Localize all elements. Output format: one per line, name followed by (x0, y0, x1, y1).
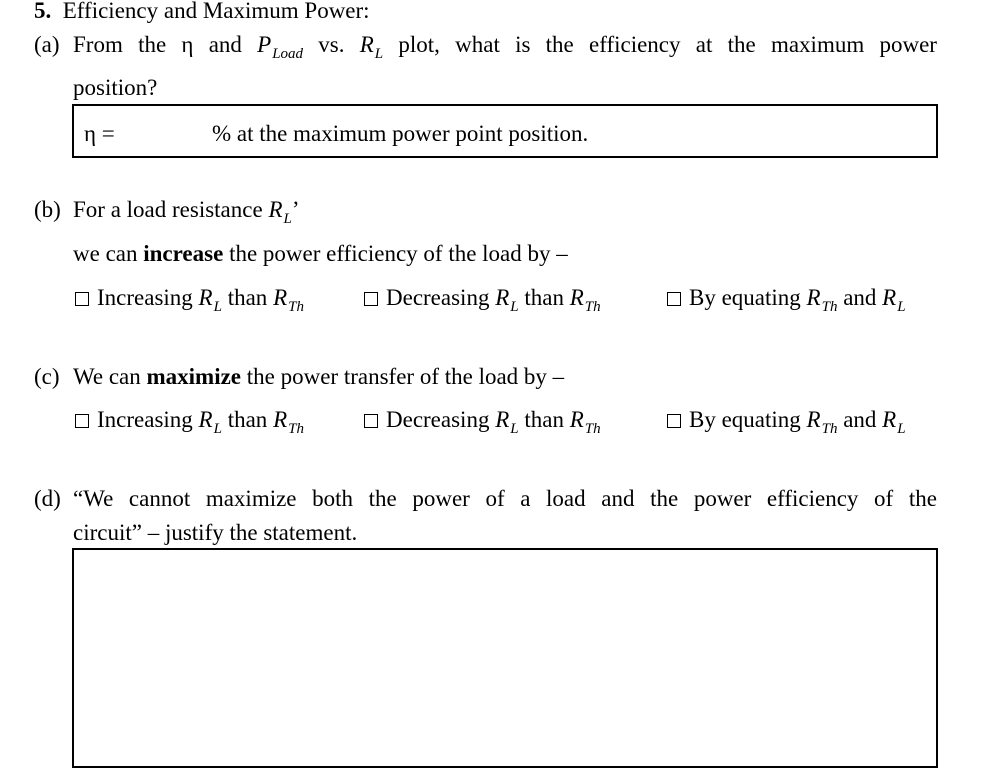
justification-answer-box[interactable] (72, 548, 938, 768)
part-b-line2: we can increase the power efficiency of the load by – (73, 241, 568, 266)
efficiency-box-text: % at the maximum power point position. (212, 121, 589, 146)
part-b-option-equate[interactable]: By equating $R_{Th}$ and $R_L$ (667, 285, 906, 311)
part-d-question-line2: circuit” – justify the statement. (73, 520, 358, 545)
checkbox-icon[interactable] (364, 292, 378, 306)
part-a-question-line2: position? (73, 75, 158, 100)
eta-label: η = (84, 121, 115, 146)
part-c-option-increase[interactable]: Increasing $R_L$ than $R_{Th}$ (75, 407, 304, 433)
part-b-option-increase[interactable]: Increasing $R_L$ than $R_{Th}$ (75, 285, 304, 311)
checkbox-icon[interactable] (667, 292, 681, 306)
part-a-label: (a) (34, 32, 60, 57)
part-b-line1: For a load resistance $R_L$’ (73, 197, 300, 227)
section-title: Efficiency and Maximum Power: (62, 0, 370, 23)
checkbox-icon[interactable] (364, 414, 378, 428)
part-a-question-line1: From the η and $P_{Load}$ vs. $R_L$ plot, what is the efficiency at the maximum power (73, 32, 937, 62)
part-c-option-equate[interactable]: By equating $R_{Th}$ and $R_L$ (667, 407, 906, 433)
part-d-question-line1: “We cannot maximize both the power of a load and the power efficiency of the (73, 486, 937, 511)
checkbox-icon[interactable] (667, 414, 681, 428)
rl-symbol: $R_L$ (359, 32, 384, 62)
part-b-option-decrease[interactable]: Decreasing $R_L$ than $R_{Th}$ (364, 285, 601, 311)
efficiency-answer-box[interactable] (72, 104, 938, 158)
part-c-line1: We can maximize the power transfer of the load by – (73, 364, 565, 389)
part-b-label: (b) (34, 197, 61, 222)
part-d-label: (d) (34, 486, 61, 511)
part-c-option-decrease[interactable]: Decreasing $R_L$ than $R_{Th}$ (364, 407, 601, 433)
section-number: 5. (34, 0, 52, 23)
part-c-label: (c) (34, 364, 60, 389)
checkbox-icon[interactable] (75, 292, 89, 306)
checkbox-icon[interactable] (75, 414, 89, 428)
p-load-symbol: $P_{Load}$ (257, 32, 304, 62)
section-heading (34, 0, 370, 24)
